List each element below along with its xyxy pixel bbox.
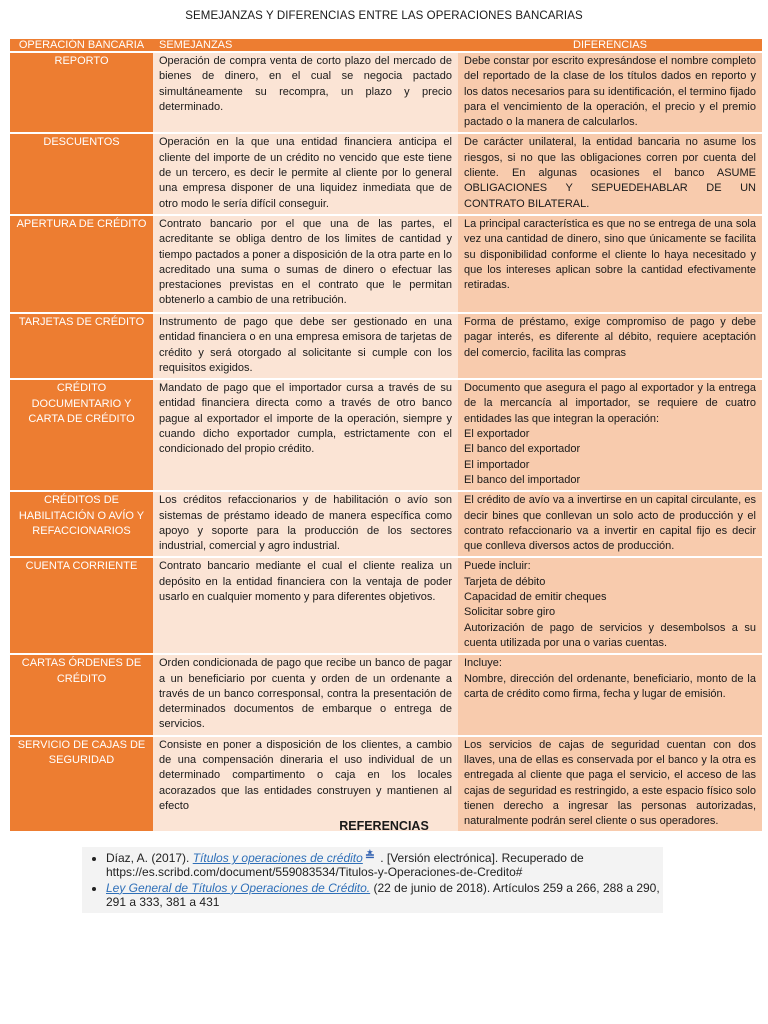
- table-row: [10, 492, 762, 556]
- table-row: [10, 216, 762, 312]
- operation-name: SERVICIO DE CAJAS DE SEGURIDAD: [10, 737, 153, 832]
- table-row: [10, 134, 762, 213]
- table-row: [10, 558, 762, 653]
- table-row: [10, 655, 762, 734]
- operation-name: APERTURA DE CRÉDITO: [10, 216, 153, 312]
- reference-item: [106, 851, 663, 880]
- reference-item: [106, 881, 663, 910]
- difference-cell: Documento que asegura el pago al exportador y la entrega de la mercancía al importador, se requiere de cuatro entidades las que integran la operación: El exportador El banco del exportador El importador El banco del importador: [458, 380, 762, 490]
- operation-name: CRÉDITOS DE HABILITACIÓN O AVÍO Y REFACCIONARIOS: [10, 492, 153, 556]
- similarity-cell: Orden condicionada de pago que recibe un banco de pagar a un beneficiario por cuenta y orden de un ordenante a través de un banco corresponsal, contra la presentación de determinados documentos de embarque o entrega de servicios.: [153, 655, 458, 734]
- difference-cell: Los servicios de cajas de seguridad cuentan con dos llaves, una de ellas es conservada por el banco y la otra es entregada al cliente que paga el servicio, el acceso de las cajas de seguridad es restringido, a este espacio físico solo tienen derecho a ingresar las personas autorizadas, naturalmente podrán serel cliente o sus operadores.: [458, 737, 762, 832]
- operation-name: CRÉDITO DOCUMENTARIO Y CARTA DE CRÉDITO: [10, 380, 153, 490]
- table-row: [10, 380, 762, 490]
- header-similarities: SEMEJANZAS: [153, 39, 458, 51]
- operation-name: CUENTA CORRIENTE: [10, 558, 153, 653]
- operation-name: TARJETAS DE CRÉDITO: [10, 314, 153, 378]
- references-title: REFERENCIAS: [339, 819, 429, 833]
- table-row: [10, 314, 762, 378]
- similarity-cell: Operación en la que una entidad financiera anticipa el cliente del importe de un crédito no vencido que este tiene de un tercero, es decir le permite al cliente por lo general una empresa disponer de una liquidez inmediata que de otro modo le sería difícil conseguir.: [153, 134, 458, 213]
- reference-suffix: (22 de junio de 2018). Artículos 259 a 266, 288 a 290, 291 a 333, 381 a 431: [106, 880, 660, 910]
- chevron-down-icon[interactable]: ≛: [364, 849, 375, 863]
- reference-link[interactable]: Títulos y operaciones de crédito: [192, 851, 363, 865]
- similarity-cell: Consiste en poner a disposición de los clientes, a cambio de una compensación dineraria el uso individual de un determinado compartimento o caja en los locales acorazados que las entidades construyen y mantienen al efecto: [153, 737, 458, 832]
- similarity-cell: Contrato bancario mediante el cual el cliente realiza un depósito en la entidad financiera con la ventaja de poder usarlo en cualquier momento y para diferentes objetivos.: [153, 558, 458, 653]
- header-differences: DIFERENCIAS: [458, 39, 762, 51]
- operation-name: CARTAS ÓRDENES DE CRÉDITO: [10, 655, 153, 734]
- header-operation: OPERACIÓN BANCARIA: [10, 39, 153, 51]
- similarity-cell: Instrumento de pago que debe ser gestionado en una entidad financiera o en una empresa emisora de tarjetas de crédito y será otorgado al solicitante si cumple con los requisitos exigidos.: [153, 314, 458, 378]
- operation-name: DESCUENTOS: [10, 134, 153, 213]
- operation-name: REPORTO: [10, 53, 153, 132]
- document-title: SEMEJANZAS Y DIFERENCIAS ENTRE LAS OPERACIONES BANCARIAS: [185, 10, 583, 22]
- similarity-cell: Contrato bancario por el que una de las partes, el acreditante se obliga dentro de los limites de cantidad y tiempo pactados a poner a disposición de la otra parte en lo acreditado una suma o sumas de dinero o efectuar las prestaciones previstas en el contrato que le permitan obtenerlo a cambio de una retribución.: [153, 216, 458, 312]
- table-row: [10, 737, 762, 832]
- operations-table: [10, 37, 762, 833]
- similarity-cell: Los créditos refaccionarios y de habilitación o avío son sistemas de préstamo ideado de manera específica como apoyo y soporte para la producción de los sectores industrial, comercial y agro industrial.: [153, 492, 458, 556]
- difference-cell: Puede incluir: Tarjeta de débito Capacidad de emitir cheques Solicitar sobre giro Autorización de pago de servicios y desembolsos a su cuenta utilizada por una o varias cuentas.: [458, 558, 762, 653]
- difference-cell: El crédito de avío va a invertirse en un capital circulante, es decir bines que conllevan un solo acto de producción y el contrato refaccionario va a invertir en capital fijo es decir que conlleva diversos actos de producción.: [458, 492, 762, 556]
- reference-link[interactable]: Ley General de Títulos y Operaciones de Crédito.: [106, 880, 371, 895]
- reference-prefix: Díaz, A. (2017).: [106, 851, 193, 865]
- reference-suffix: . [Versión electrónica]. Recuperado de https://es.scribd.com/document/559083534/Titulos-y-Operaciones-de-Credito#: [106, 851, 584, 880]
- difference-cell: Forma de préstamo, exige compromiso de pago y debe pagar interés, es diferente al débito, requiere aceptación del comercio, facilita las compras: [458, 314, 762, 378]
- difference-cell: De carácter unilateral, la entidad bancaria no asume los riesgos, si no que las obligaciones corren por cuenta del cliente. En algunas ocasiones el banco ASUME OBLIGACIONES Y SEPUEDEHABLAR DE UN CONTRATO BILATERAL.: [458, 134, 762, 213]
- table-header-row: [10, 39, 762, 51]
- difference-cell: La principal característica es que no se entrega de una sola vez una cantidad de dinero, sino que únicamente se facilita su disponibilidad conforme el cliente lo haya necesitado y que los intereses aplican sobre la cantidad efectivamente retiradas.: [458, 216, 762, 312]
- similarity-cell: Operación de compra venta de corto plazo del mercado de bienes de dinero, en el cual se negocia pactado simultáneamente su recompra, un plazo y precio determinado.: [153, 53, 458, 132]
- difference-cell: Debe constar por escrito expresándose el nombre completo del reportado de la clase de los títulos dados en reporto y los datos necesarios para su identificación, el termino fijado para el vencimiento de la operación, el precio y el premio pactado o la manera de calcularlos.: [458, 53, 762, 132]
- references-list: [82, 847, 663, 913]
- table-row: [10, 53, 762, 132]
- difference-cell: Incluye: Nombre, dirección del ordenante, beneficiario, monto de la carta de crédito como firma, fecha y lugar de emisión.: [458, 655, 762, 734]
- similarity-cell: Mandato de pago que el importador cursa a través de su entidad financiera directa como a través de otro banco pague al exportador el importe de la operación, siempre y cuando dicho exportador cumpla, estrictamente con el condicionado del propio crédito.: [153, 380, 458, 490]
